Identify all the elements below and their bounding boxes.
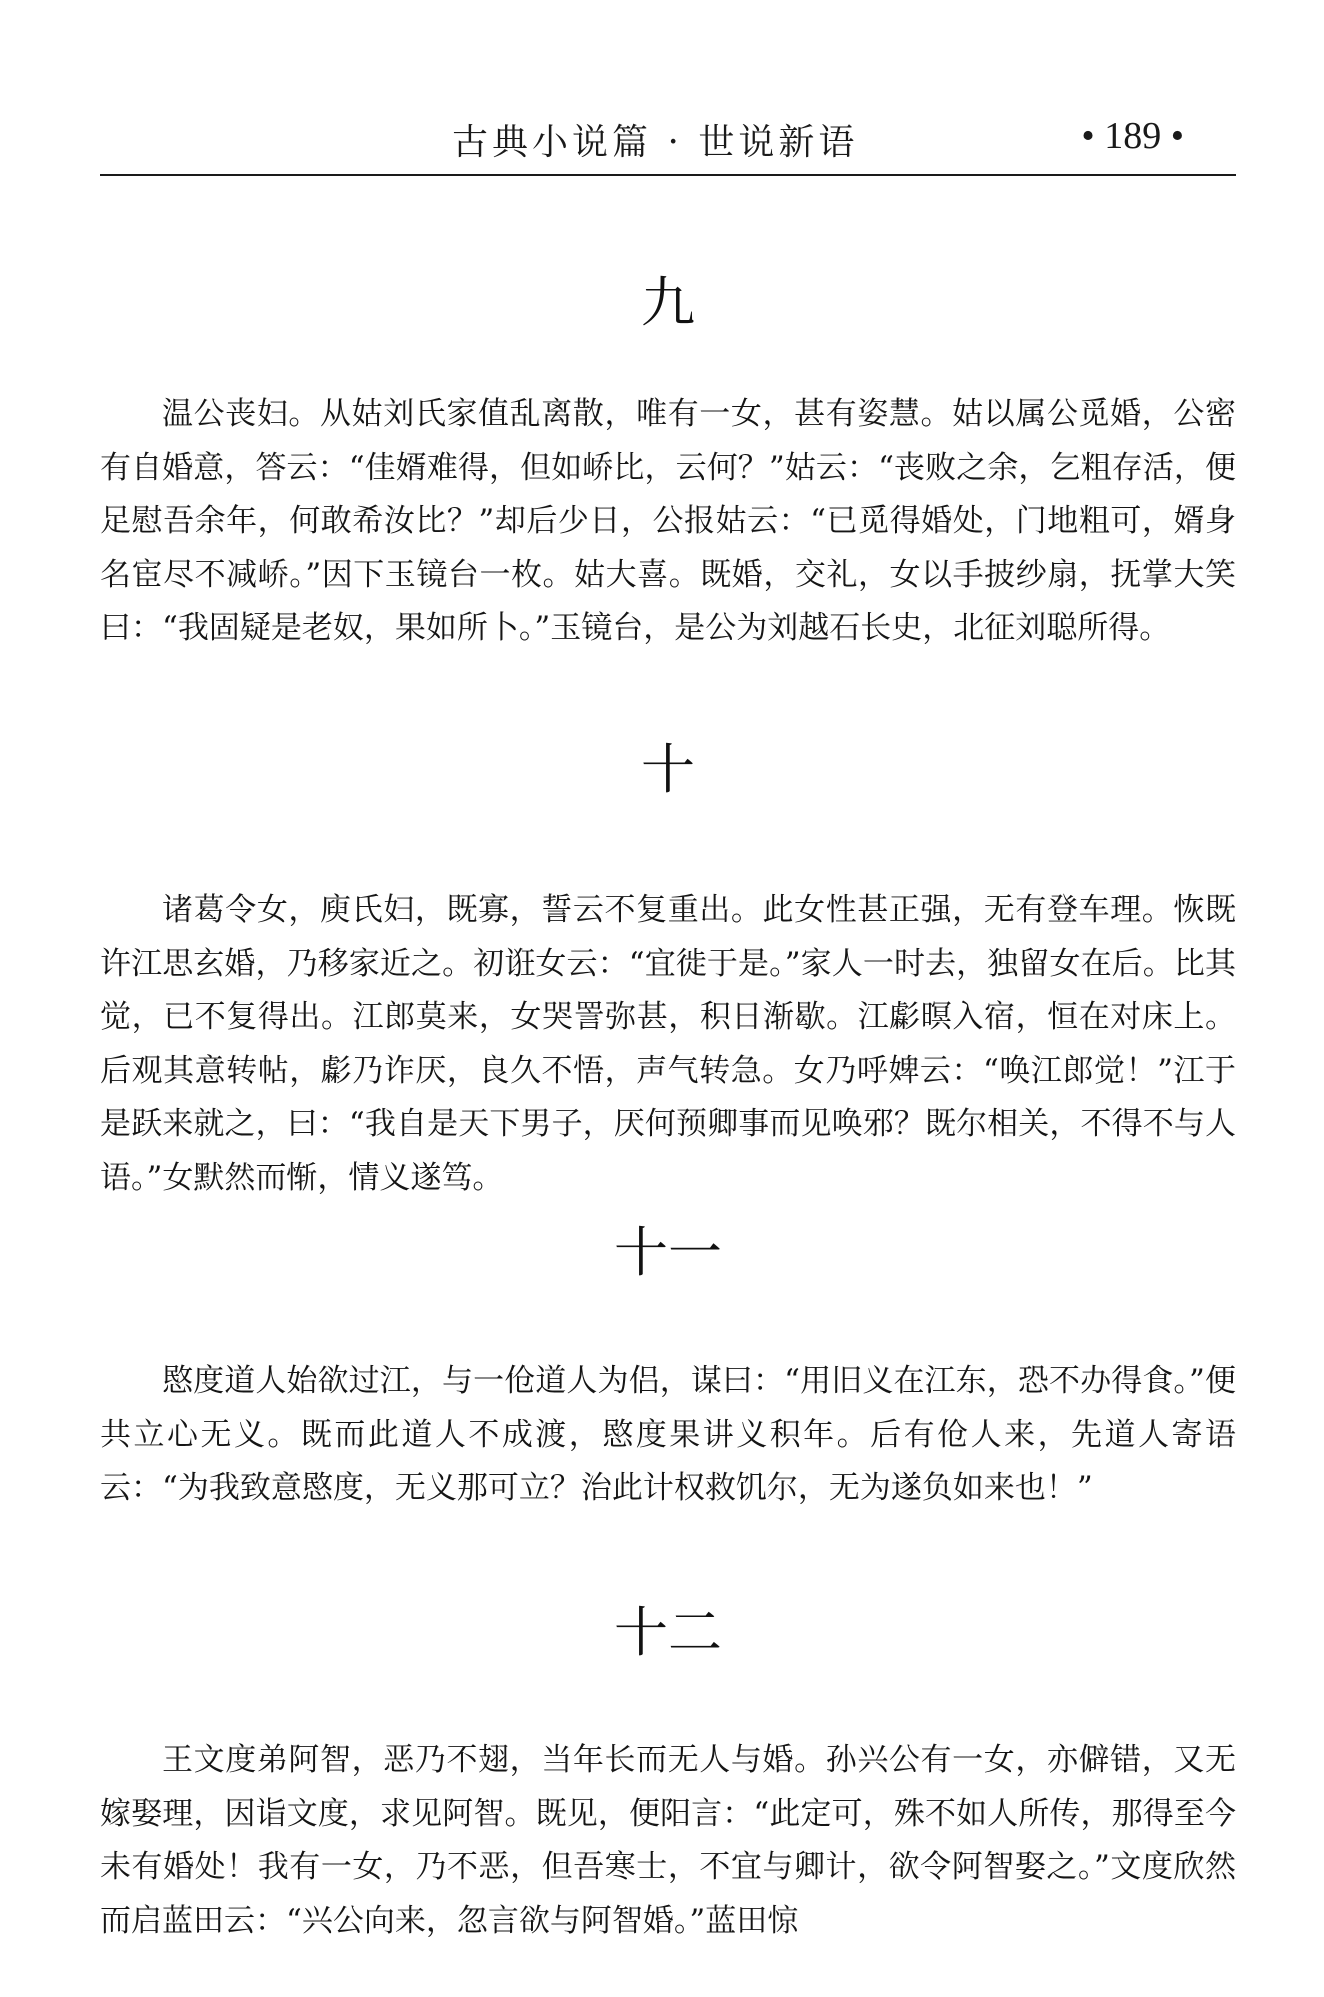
section-heading: 十一 (614, 1221, 722, 1284)
running-title: 古典小说篇 · 世说新语 (452, 122, 859, 163)
page-number: • 189 • (1081, 115, 1184, 157)
section-heading: 十二 (614, 1601, 722, 1664)
section-10 (100, 735, 1236, 1205)
section-12 (100, 1598, 1236, 1948)
running-header (100, 104, 1236, 176)
section-paragraph: 温公丧妇。从姑刘氏家值乱离散，唯有一女，甚有姿慧。姑以属公觅婚，公密有自婚意，答云：“佳婿难得，但如峤比，云何？”姑云：“丧败之余，乞粗存活，便足慰吾余年，何敢希汝比？”却后少日，公报姑云：“已觅得婚处，门地粗可，婿身名宦尽不减峤。”因下玉镜台一枚。姑大喜。既婚，交礼，女以手披纱扇，抚掌大笑曰：“我固疑是老奴，果如所卜。”玉镜台，是公为刘越石长史，北征刘聪所得。 (100, 396, 1236, 646)
section-heading: 九 (641, 271, 695, 334)
section-11 (100, 1218, 1236, 1516)
section-paragraph: 王文度弟阿智，恶乃不翅，当年长而无人与婚。孙兴公有一女，亦僻错，又无嫁娶理，因诣文度，求见阿智。既见，便阳言：“此定可，殊不如人所传，那得至今未有婚处！我有一女，乃不恶，但吾寒士，不宜与卿计，欲令阿智娶之。”文度欣然而启蓝田云：“兴公向来，忽言欲与阿智婚。”蓝田惊 (100, 1742, 1236, 1939)
section-paragraph: 诸葛令女，庾氏妇，既寡，誓云不复重出。此女性甚正强，无有登车理。恢既许江思玄婚，乃移家近之。初诳女云：“宜徙于是。”家人一时去，独留女在后。比其觉，已不复得出。江郎莫来，女哭詈弥甚，积日渐歇。江虨暝入宿，恒在对床上。后观其意转帖，虨乃诈厌，良久不悟，声气转急。女乃呼婢云：“唤江郎觉！”江于是跃来就之，曰：“我自是天下男子，厌何预卿事而见唤邪？既尔相关，不得不与人语。”女默然而惭，情义遂笃。 (100, 892, 1236, 1196)
section-heading: 十 (641, 738, 695, 801)
section-paragraph: 愍度道人始欲过江，与一伧道人为侣，谋曰：“用旧义在江东，恐不办得食。”便共立心无义。既而此道人不成渡，愍度果讲义积年。后有伧人来，先道人寄语云：“为我致意愍度，无义那可立？治此计权救饥尔，无为遂负如来也！” (100, 1363, 1236, 1506)
section-9 (100, 268, 1236, 656)
